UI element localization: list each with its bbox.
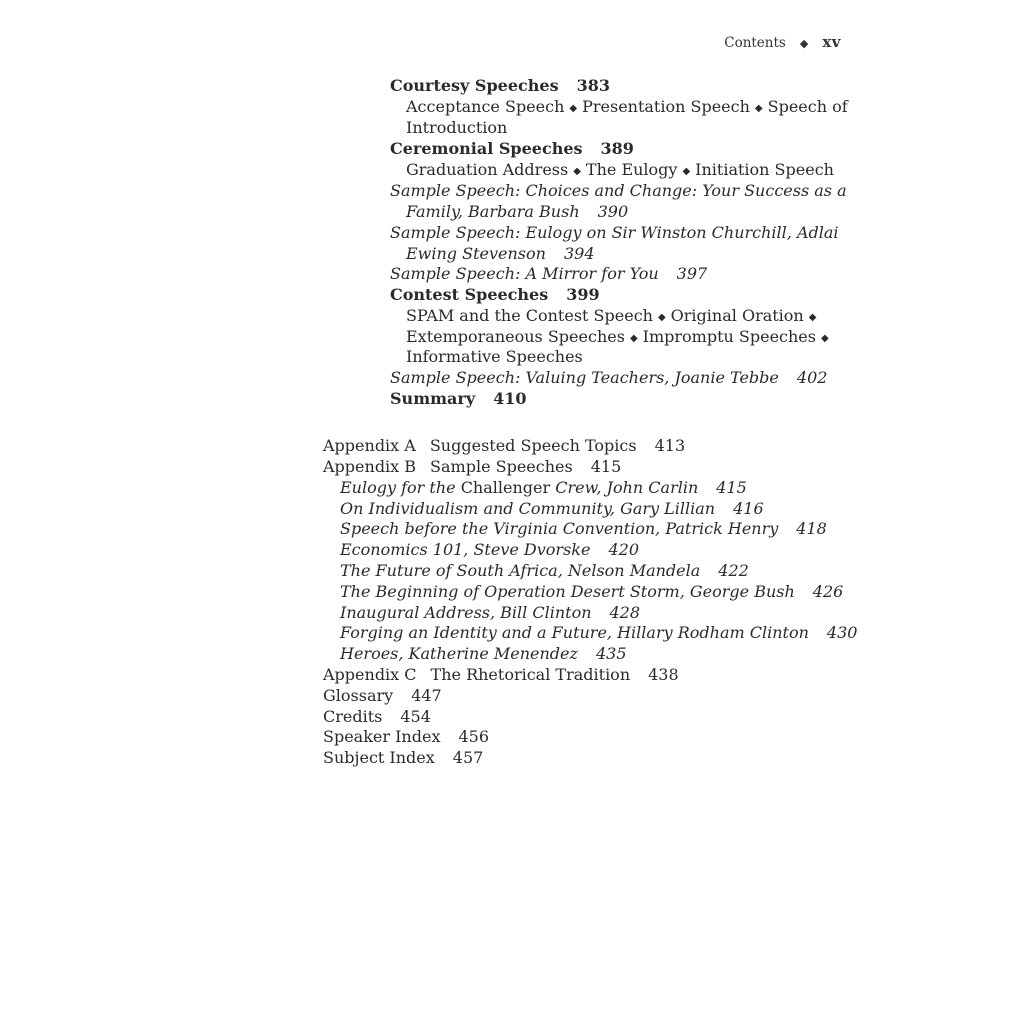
entry-title: Family, Barbara Bush: [406, 202, 580, 221]
entry-title: Inaugural Address, Bill Clinton: [340, 603, 592, 622]
entry-page: 389: [600, 139, 634, 158]
header-page-number: xv: [822, 33, 841, 51]
diamond-icon: ◆: [657, 312, 666, 323]
topic: Initiation Speech: [695, 160, 834, 179]
toc-entry-summary[interactable]: [390, 388, 527, 409]
entry-title: Courtesy Speeches: [390, 76, 559, 95]
entry-title: Contest Speeches: [390, 285, 549, 304]
diamond-icon: ◆: [820, 333, 829, 344]
entry-page: 457: [452, 748, 484, 767]
toc-entry-glossary[interactable]: [323, 685, 442, 706]
toc-entry-ceremonial-speeches[interactable]: [390, 138, 634, 159]
toc-entry-appendix-c[interactable]: [323, 664, 679, 685]
topic: Extemporaneous Speeches: [406, 327, 625, 346]
entry-title: Speaker Index: [323, 727, 441, 746]
entry-page: 415: [590, 457, 622, 476]
toc-sample-speech[interactable]: [340, 518, 827, 539]
diamond-icon: ◆: [808, 312, 817, 323]
toc-sample-speech[interactable]: [390, 367, 827, 388]
entry-title: Crew, John Carlin: [550, 478, 699, 497]
entry-page: 422: [718, 561, 749, 580]
toc-topics-courtesy-cont: Introduction: [406, 118, 508, 137]
toc-sample-speech[interactable]: Sample Speech: Choices and Change: Your Success as a: [390, 181, 847, 200]
toc-sample-speech[interactable]: Sample Speech: Eulogy on Sir Winston Churchill, Adlai: [390, 223, 839, 242]
diamond-icon: ◆: [573, 166, 581, 177]
toc-topics-contest: [406, 305, 821, 328]
toc-sample-speech[interactable]: [340, 477, 747, 498]
entry-page: 390: [597, 202, 629, 221]
entry-page: 415: [716, 478, 747, 497]
entry-title: Ewing Stevenson: [406, 244, 546, 263]
topic: SPAM and the Contest Speech: [406, 306, 653, 325]
entry-page: 420: [608, 540, 639, 559]
entry-page: 410: [493, 389, 527, 408]
diamond-icon: ◆: [799, 37, 809, 50]
entry-title: Credits: [323, 707, 383, 726]
toc-entry-courtesy-speeches[interactable]: [390, 75, 610, 96]
toc-entry-appendix-a[interactable]: [323, 435, 685, 456]
diamond-icon: ◆: [754, 103, 763, 114]
toc-entry-credits[interactable]: [323, 706, 431, 727]
entry-page: 454: [400, 707, 431, 726]
entry-page: 418: [796, 519, 827, 538]
entry-page: 435: [595, 644, 627, 663]
entry-page: 394: [563, 244, 595, 263]
toc-sample-speech-cont: [406, 201, 628, 222]
entry-title: Sample Speech: A Mirror for You: [390, 264, 659, 283]
toc-sample-speech[interactable]: [390, 263, 707, 284]
diamond-icon: ◆: [629, 333, 638, 344]
toc-sample-speech[interactable]: [340, 643, 627, 664]
toc-entry-contest-speeches[interactable]: [390, 284, 600, 305]
entry-title: Eulogy for the: [340, 478, 461, 497]
topic: Speech of: [767, 97, 848, 116]
running-header: [724, 33, 841, 51]
entry-title: Summary: [390, 389, 476, 408]
entry-title: Speech before the Virginia Convention, Patrick Henry: [340, 519, 779, 538]
entry-title: Subject Index: [323, 748, 435, 767]
toc-entry-appendix-b[interactable]: [323, 456, 621, 477]
entry-page: 428: [609, 603, 641, 622]
entry-title: Sample Speeches: [430, 457, 573, 476]
toc-sample-speech[interactable]: [340, 622, 857, 643]
entry-title: The Future of South Africa, Nelson Mandela: [340, 561, 701, 580]
topic: The Eulogy: [585, 160, 678, 179]
entry-label: Appendix A: [323, 436, 416, 455]
entry-title: Forging an Identity and a Future, Hillary Rodham Clinton: [340, 623, 809, 642]
entry-page: 438: [648, 665, 679, 684]
entry-label: Appendix C: [323, 665, 417, 684]
toc-sample-speech[interactable]: [340, 560, 749, 581]
toc-sample-speech[interactable]: [340, 602, 640, 623]
diamond-icon: ◆: [682, 166, 691, 177]
entry-title: Sample Speech: Valuing Teachers, Joanie Tebbe: [390, 368, 779, 387]
entry-label: Appendix B: [323, 457, 417, 476]
entry-title: Ceremonial Speeches: [390, 139, 583, 158]
entry-title: Suggested Speech Topics: [429, 436, 637, 455]
toc-sample-speech[interactable]: [340, 539, 639, 560]
entry-title: The Beginning of Operation Desert Storm, George Bush: [340, 582, 795, 601]
diamond-icon: ◆: [569, 103, 578, 114]
toc-topics-contest: Informative Speeches: [406, 347, 583, 366]
entry-page: 413: [654, 436, 686, 455]
entry-title: On Individualism and Community, Gary Lillian: [340, 499, 716, 518]
entry-page: 402: [796, 368, 828, 387]
header-section: Contents: [724, 35, 786, 51]
toc-entry-subject-index[interactable]: [323, 747, 483, 768]
entry-page: 456: [458, 727, 490, 746]
entry-page: 426: [812, 582, 844, 601]
entry-title-roman: Challenger: [460, 478, 551, 497]
toc-sample-speech-cont: [406, 243, 595, 264]
topic: Original Oration: [670, 306, 804, 325]
entry-page: 383: [576, 76, 610, 95]
toc-entry-speaker-index[interactable]: [323, 726, 489, 747]
topic: Acceptance Speech: [406, 97, 565, 116]
topic: Impromptu Speeches: [642, 327, 816, 346]
toc-topics-courtesy: [406, 96, 848, 119]
entry-title: The Rhetorical Tradition: [430, 665, 631, 684]
entry-page: 416: [733, 499, 764, 518]
entry-page: 447: [411, 686, 442, 705]
topic: Graduation Address: [406, 160, 569, 179]
toc-sample-speech[interactable]: [340, 581, 843, 602]
entry-page: 399: [566, 285, 600, 304]
entry-page: 397: [676, 264, 708, 283]
entry-page: 430: [826, 623, 858, 642]
toc-topics-ceremonial: [406, 159, 834, 182]
entry-title: Economics 101, Steve Dvorske: [340, 540, 591, 559]
entry-title: Glossary: [323, 686, 394, 705]
entry-title: Heroes, Katherine Menendez: [340, 644, 578, 663]
toc-sample-speech[interactable]: [340, 498, 764, 519]
topic: Presentation Speech: [582, 97, 750, 116]
